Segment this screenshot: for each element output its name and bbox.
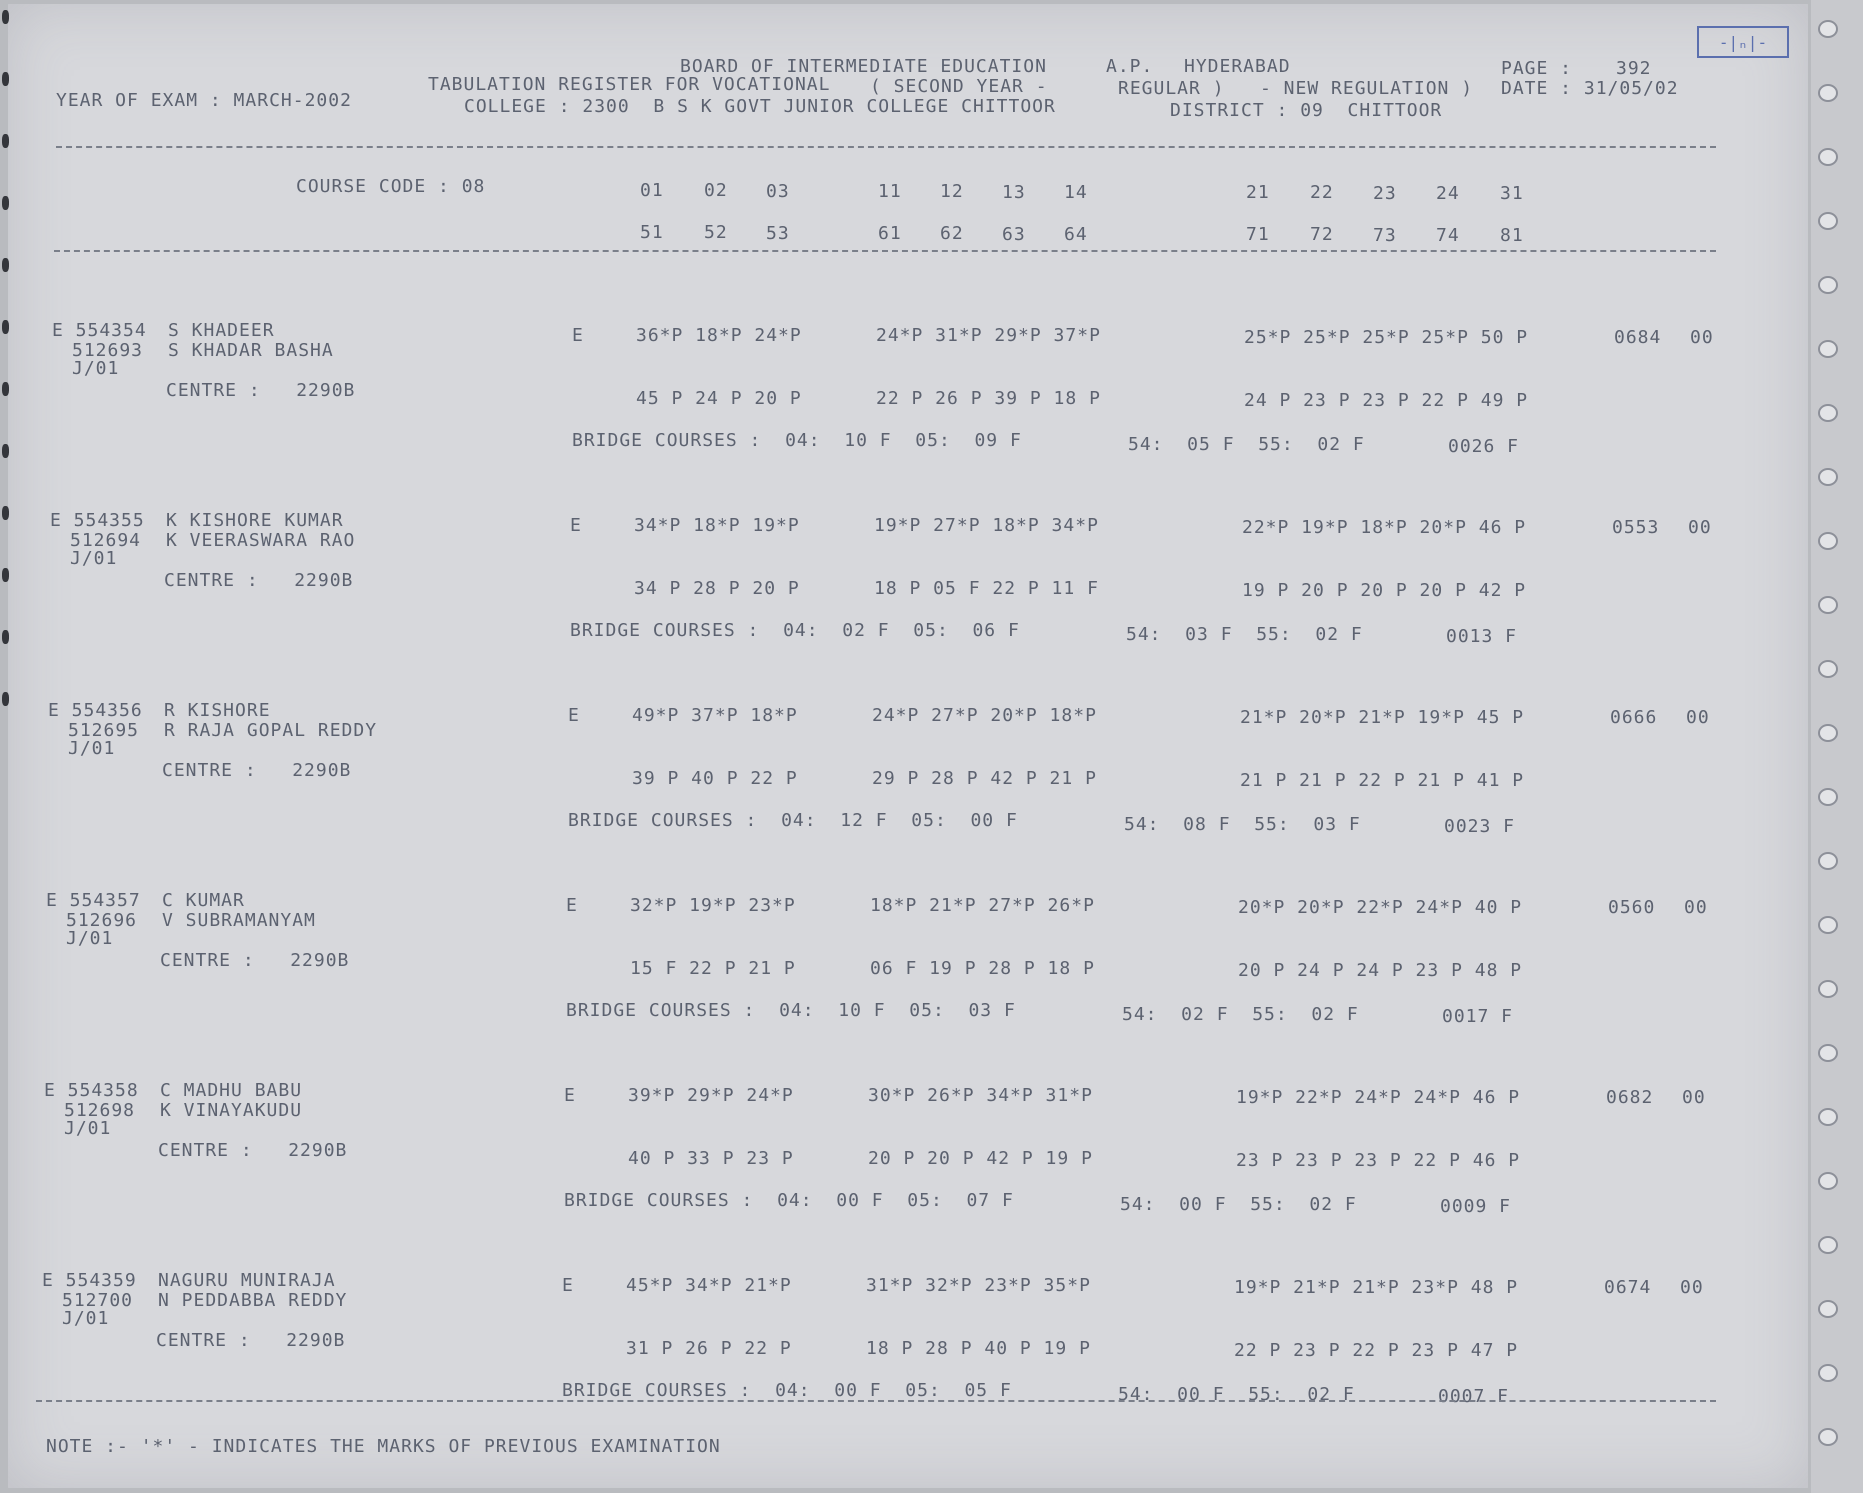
category-code: J/01 — [62, 1308, 110, 1329]
enrolment-number: E 554357 — [46, 890, 141, 911]
binding-hole — [2, 692, 9, 706]
marks-second-year-b: 18 P 28 P 40 P 19 P — [866, 1338, 1091, 1359]
perforation-hole — [1818, 852, 1838, 870]
marks-second-year-b: 29 P 28 P 42 P 21 P — [872, 768, 1097, 789]
course-code: 24 — [1436, 183, 1460, 204]
bridge-total: 0009 F — [1440, 1196, 1512, 1217]
marks-first-year-c: 22*P 19*P 18*P 20*P 46 P — [1242, 517, 1527, 538]
course-code: 73 — [1373, 224, 1397, 246]
bridge-courses-2: 54: 03 F 55: 02 F — [1126, 624, 1363, 645]
exam-centre: CENTRE : 2290B — [156, 1330, 346, 1351]
exam-centre: CENTRE : 2290B — [164, 570, 354, 591]
enrolment-number: E 554355 — [50, 510, 145, 531]
binding-hole — [2, 134, 9, 148]
course-code: 02 — [704, 180, 728, 202]
course-code: 52 — [704, 222, 728, 244]
binding-hole — [2, 10, 9, 24]
marks-first-year-a: 45*P 34*P 21*P — [626, 1275, 792, 1296]
exam-marker: E — [572, 325, 584, 346]
register-number: 512696 — [66, 910, 138, 931]
father-name: K VINAYAKUDU — [160, 1100, 303, 1121]
result-code: 00 — [1690, 327, 1714, 348]
bridge-courses: BRIDGE COURSES : 04: 10 F 05: 03 F — [566, 1000, 1016, 1021]
father-name: V SUBRAMANYAM — [162, 910, 316, 931]
course-code: 22 — [1310, 182, 1334, 204]
student-name: C MADHU BABU — [160, 1080, 303, 1101]
course-code: 13 — [1002, 181, 1026, 203]
perforation-hole — [1818, 212, 1838, 230]
course-code: 62 — [940, 223, 964, 245]
enrolment-number: E 554354 — [52, 320, 147, 341]
marks-first-year-a: 36*P 18*P 24*P — [636, 325, 802, 346]
regular-label: REGULAR ) — [1118, 78, 1225, 99]
result-code: 00 — [1686, 707, 1710, 728]
bridge-courses: BRIDGE COURSES : 04: 10 F 05: 09 F — [572, 430, 1022, 451]
binding-hole — [2, 568, 9, 582]
course-code: 71 — [1246, 224, 1270, 246]
perforation-hole — [1818, 404, 1838, 422]
marks-first-year-b: 24*P 27*P 20*P 18*P — [872, 705, 1097, 726]
marks-first-year-c: 21*P 20*P 21*P 19*P 45 P — [1240, 707, 1525, 728]
marks-first-year-c: 19*P 21*P 21*P 23*P 48 P — [1234, 1277, 1519, 1298]
marks-second-year-a: 31 P 26 P 22 P — [626, 1338, 792, 1359]
perforation-hole — [1818, 340, 1838, 358]
result-code: 00 — [1680, 1277, 1704, 1298]
student-name: K KISHORE KUMAR — [166, 510, 344, 531]
bridge-total: 0023 F — [1444, 816, 1516, 837]
bridge-courses-2: 54: 08 F 55: 03 F — [1124, 814, 1361, 835]
exam-centre: CENTRE : 2290B — [166, 380, 356, 401]
category-code: J/01 — [72, 358, 120, 379]
marks-second-year-c: 24 P 23 P 23 P 22 P 49 P — [1244, 390, 1529, 411]
father-name: R RAJA GOPAL REDDY — [164, 720, 378, 741]
bridge-total: 0017 F — [1442, 1006, 1514, 1027]
perforation-hole — [1818, 1236, 1838, 1254]
binding-hole — [2, 444, 9, 458]
marks-first-year-c: 19*P 22*P 24*P 24*P 46 P — [1236, 1087, 1521, 1108]
course-code: 64 — [1064, 223, 1088, 245]
category-code: J/01 — [68, 738, 116, 759]
page-number: 392 — [1616, 58, 1652, 79]
bridge-courses-2: 54: 00 F 55: 02 F — [1120, 1194, 1357, 1215]
corner-stamp — [1697, 26, 1789, 58]
perforation-hole — [1818, 20, 1838, 38]
exam-marker: E — [570, 515, 582, 536]
enrolment-number: E 554356 — [48, 700, 143, 721]
register-sheet — [8, 4, 1808, 1488]
marks-second-year-a: 15 F 22 P 21 P — [630, 958, 796, 979]
binding-hole — [2, 320, 9, 334]
separator-line — [54, 250, 1716, 252]
register-number: 512695 — [68, 720, 140, 741]
student-name: S KHADEER — [168, 320, 275, 341]
separator-line — [56, 146, 1716, 148]
register-number: 512700 — [62, 1290, 134, 1311]
category-code: J/01 — [64, 1118, 112, 1139]
enrolment-number: E 554358 — [44, 1080, 139, 1101]
total-marks: 0674 — [1604, 1277, 1652, 1298]
register-number: 512698 — [64, 1100, 136, 1121]
binding-hole — [2, 382, 9, 396]
page-label: PAGE : — [1501, 58, 1573, 79]
marks-second-year-c: 22 P 23 P 22 P 23 P 47 P — [1234, 1340, 1519, 1361]
course-code: 14 — [1064, 181, 1088, 203]
marks-first-year-c: 25*P 25*P 25*P 25*P 50 P — [1244, 327, 1529, 348]
marks-first-year-a: 34*P 18*P 19*P — [634, 515, 800, 536]
student-name: NAGURU MUNIRAJA — [158, 1270, 336, 1291]
student-name: R KISHORE — [164, 700, 271, 721]
regulation-label: - NEW REGULATION ) — [1260, 78, 1474, 99]
bridge-courses: BRIDGE COURSES : 04: 00 F 05: 05 F — [562, 1380, 1012, 1401]
perforation-hole — [1818, 724, 1838, 742]
binding-hole — [2, 72, 9, 86]
perforation-hole — [1818, 660, 1838, 678]
marks-second-year-a: 39 P 40 P 22 P — [632, 768, 798, 789]
bridge-courses-2: 54: 05 F 55: 02 F — [1128, 434, 1365, 455]
exam-marker: E — [568, 705, 580, 726]
register-number: 512694 — [70, 530, 142, 551]
year-of-exam: YEAR OF EXAM : MARCH-2002 — [56, 90, 352, 111]
marks-first-year-b: 30*P 26*P 34*P 31*P — [868, 1085, 1093, 1106]
bridge-courses-2: 54: 02 F 55: 02 F — [1122, 1004, 1359, 1025]
bridge-total: 0007 F — [1438, 1386, 1510, 1407]
course-code: 11 — [878, 180, 902, 202]
marks-first-year-b: 31*P 32*P 23*P 35*P — [866, 1275, 1091, 1296]
perforation-hole — [1818, 148, 1838, 166]
course-code: 72 — [1310, 224, 1334, 246]
exam-marker: E — [564, 1085, 576, 1106]
marks-second-year-a: 40 P 33 P 23 P — [628, 1148, 794, 1169]
perforation-hole — [1818, 1172, 1838, 1190]
course-code: 03 — [766, 180, 790, 202]
bridge-courses-2: 54: 00 F 55: 02 F — [1118, 1384, 1355, 1405]
result-code: 00 — [1684, 897, 1708, 918]
footnote: NOTE :- '*' - INDICATES THE MARKS OF PREVIOUS EXAMINATION — [46, 1436, 721, 1457]
total-marks: 0553 — [1612, 517, 1660, 538]
course-code: 12 — [940, 181, 964, 203]
print-date: DATE : 31/05/02 — [1501, 78, 1679, 99]
marks-first-year-b: 19*P 27*P 18*P 34*P — [874, 515, 1099, 536]
course-code: 31 — [1500, 183, 1524, 205]
perforation-hole — [1818, 1428, 1838, 1446]
perforation-hole — [1818, 1108, 1838, 1126]
marks-second-year-b: 06 F 19 P 28 P 18 P — [870, 958, 1095, 979]
marks-first-year-c: 20*P 20*P 22*P 24*P 40 P — [1238, 897, 1523, 918]
state-label: A.P. — [1106, 56, 1154, 77]
bridge-courses: BRIDGE COURSES : 04: 00 F 05: 07 F — [564, 1190, 1014, 1211]
perforation-hole — [1818, 276, 1838, 294]
marks-second-year-b: 20 P 20 P 42 P 19 P — [868, 1148, 1093, 1169]
bridge-total: 0026 F — [1448, 436, 1520, 457]
result-code: 00 — [1688, 517, 1712, 538]
perforation-hole — [1818, 980, 1838, 998]
register-number: 512693 — [72, 340, 144, 361]
register-title: TABULATION REGISTER FOR VOCATIONAL — [428, 74, 831, 95]
college-name: COLLEGE : 2300 B S K GOVT JUNIOR COLLEGE CHITTOOR — [464, 96, 1056, 117]
perforation-hole — [1818, 468, 1838, 486]
separator-line — [36, 1400, 1716, 1402]
perforation-hole — [1818, 1044, 1838, 1062]
course-code: 01 — [640, 180, 664, 201]
binding-hole — [2, 630, 9, 644]
student-name: C KUMAR — [162, 890, 245, 911]
year-type: ( SECOND YEAR - — [870, 76, 1048, 97]
marks-first-year-b: 18*P 21*P 27*P 26*P — [870, 895, 1095, 916]
course-code-label: COURSE CODE : 08 — [296, 176, 486, 197]
perforation-hole — [1818, 1300, 1838, 1318]
perforation-hole — [1818, 84, 1838, 102]
result-code: 00 — [1682, 1087, 1706, 1108]
exam-centre: CENTRE : 2290B — [160, 950, 350, 971]
course-code: 53 — [766, 222, 790, 244]
course-code: 21 — [1246, 182, 1270, 204]
marks-second-year-c: 21 P 21 P 22 P 21 P 41 P — [1240, 770, 1525, 791]
category-code: J/01 — [66, 928, 114, 949]
board-title: BOARD OF INTERMEDIATE EDUCATION — [680, 56, 1047, 77]
perforation-hole — [1818, 532, 1838, 550]
father-name: S KHADAR BASHA — [168, 340, 334, 361]
category-code: J/01 — [70, 548, 118, 569]
bridge-total: 0013 F — [1446, 626, 1518, 647]
course-code: 51 — [640, 222, 664, 243]
bridge-courses: BRIDGE COURSES : 04: 12 F 05: 00 F — [568, 810, 1018, 831]
marks-second-year-c: 20 P 24 P 24 P 23 P 48 P — [1238, 960, 1523, 981]
marks-first-year-a: 49*P 37*P 18*P — [632, 705, 798, 726]
marks-first-year-a: 39*P 29*P 24*P — [628, 1085, 794, 1106]
perforation-hole — [1818, 788, 1838, 806]
marks-first-year-b: 24*P 31*P 29*P 37*P — [876, 325, 1101, 346]
binding-hole — [2, 506, 9, 520]
course-code: 74 — [1436, 225, 1460, 246]
father-name: N PEDDABBA REDDY — [158, 1290, 348, 1311]
father-name: K VEERASWARA RAO — [166, 530, 356, 551]
exam-centre: CENTRE : 2290B — [158, 1140, 348, 1161]
exam-marker: E — [562, 1275, 574, 1296]
course-code: 23 — [1373, 182, 1397, 204]
total-marks: 0682 — [1606, 1087, 1654, 1108]
binding-hole — [2, 196, 9, 210]
marks-second-year-c: 19 P 20 P 20 P 20 P 42 P — [1242, 580, 1527, 601]
marks-second-year-b: 18 P 05 F 22 P 11 F — [874, 578, 1099, 599]
course-code: 61 — [878, 222, 902, 244]
course-code: 81 — [1500, 225, 1524, 247]
perforation-hole — [1818, 596, 1838, 614]
perforation-hole — [1818, 916, 1838, 934]
total-marks: 0684 — [1614, 327, 1662, 348]
marks-second-year-c: 23 P 23 P 23 P 22 P 46 P — [1236, 1150, 1521, 1171]
stamp-text: -|ₙ|- — [1718, 32, 1768, 52]
total-marks: 0666 — [1610, 707, 1658, 728]
exam-marker: E — [566, 895, 578, 916]
enrolment-number: E 554359 — [42, 1270, 137, 1291]
marks-second-year-a: 45 P 24 P 20 P — [636, 388, 802, 409]
city-label: HYDERABAD — [1184, 56, 1291, 77]
marks-first-year-a: 32*P 19*P 23*P — [630, 895, 796, 916]
total-marks: 0560 — [1608, 897, 1656, 918]
perforation-hole — [1818, 1364, 1838, 1382]
binding-hole — [2, 258, 9, 272]
bridge-courses: BRIDGE COURSES : 04: 02 F 05: 06 F — [570, 620, 1020, 641]
marks-second-year-a: 34 P 28 P 20 P — [634, 578, 800, 599]
district-name: DISTRICT : 09 CHITTOOR — [1170, 100, 1443, 121]
exam-centre: CENTRE : 2290B — [162, 760, 352, 781]
marks-second-year-b: 22 P 26 P 39 P 18 P — [876, 388, 1101, 409]
course-code: 63 — [1002, 223, 1026, 245]
